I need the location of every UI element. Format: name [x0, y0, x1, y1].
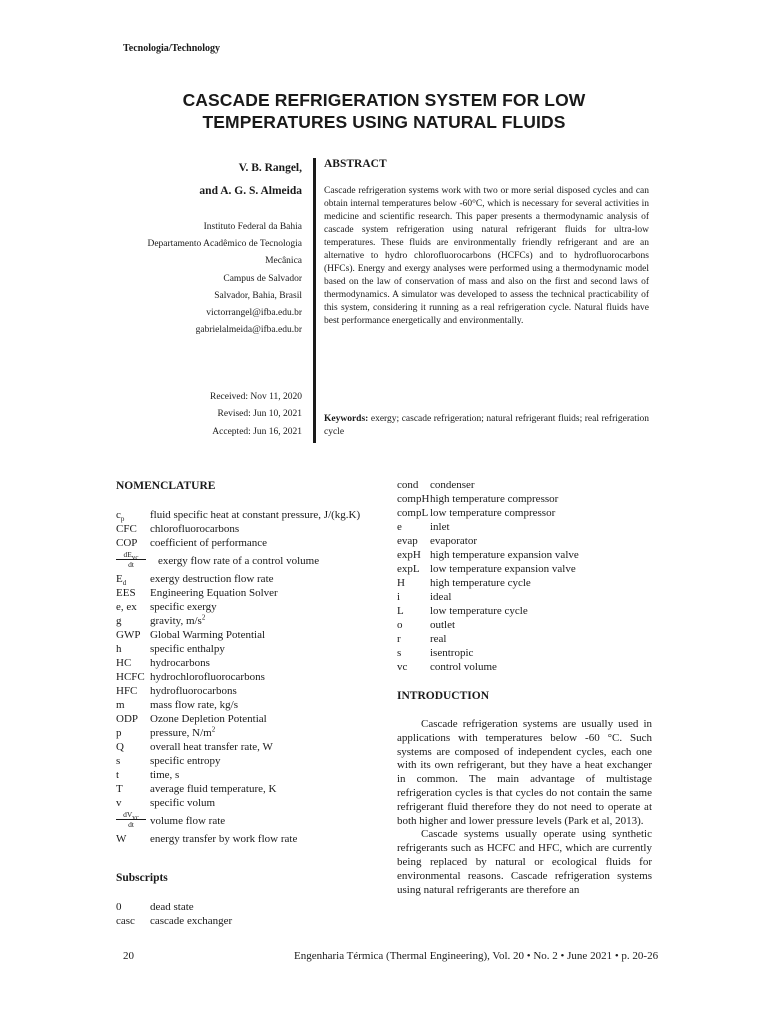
definition: cascade exchanger [150, 915, 233, 927]
definition: hydrochlorofluorocarbons [150, 671, 265, 683]
definition: high temperature expansion valve [430, 549, 579, 561]
subscript-row [116, 914, 386, 928]
symbol: v [116, 797, 122, 809]
keywords-text: exergy; cascade refrigeration; natural refrigerant fluids; real refrigeration cycle [324, 414, 649, 437]
definition-superscript: 2 [201, 613, 206, 622]
symbol: expH [397, 549, 421, 561]
definition: specific volum [150, 797, 216, 809]
symbol: H [397, 577, 405, 589]
symbol: CFC [116, 523, 137, 535]
page-number: 20 [123, 950, 134, 962]
subscript-row [397, 478, 657, 492]
affiliation-institution: Instituto Federal da Bahia [203, 222, 302, 232]
subscript-row [397, 660, 657, 674]
nomenclature-row [116, 550, 386, 572]
symbol: o [397, 619, 403, 631]
definition: Global Warming Potential [150, 629, 266, 641]
symbol: 0 [116, 901, 122, 913]
symbol: e, ex [116, 601, 137, 613]
definition: real [430, 633, 447, 645]
abstract-heading: ABSTRACT [324, 158, 387, 170]
definition: chlorofluorocarbons [150, 523, 240, 535]
symbol: Q [116, 741, 124, 753]
fraction-numerator: $dE_{vc}$ [116, 550, 146, 560]
nomenclature-row [116, 832, 386, 846]
symbol: HFC [116, 685, 138, 697]
definition: coefficient of performance [150, 537, 268, 549]
subscript-row [397, 506, 657, 520]
subscript-row [397, 576, 657, 590]
symbol: vc [397, 661, 408, 673]
nomenclature-list [116, 508, 386, 846]
nomenclature-row [116, 628, 386, 642]
definition: low temperature expansion valve [430, 563, 576, 575]
subscript-row [397, 520, 657, 534]
nomenclature-row [116, 670, 386, 684]
nomenclature-row [116, 572, 386, 586]
symbol: s [397, 647, 402, 659]
nomenclature-row [116, 684, 386, 698]
subscript-row [397, 562, 657, 576]
nomenclature-row [116, 810, 386, 832]
subscript-row [397, 590, 657, 604]
nomenclature-row [116, 796, 386, 810]
symbol: $E_d$ [116, 573, 127, 588]
subscript-row [397, 492, 657, 506]
definition: fluid specific heat at constant pressure, J/(kg.K) [150, 509, 361, 521]
definition: condenser [430, 479, 475, 491]
nomenclature-row [116, 600, 386, 614]
nomenclature-row [116, 586, 386, 600]
paper-title-line2: TEMPERATURES USING NATURAL FLUIDS [202, 112, 566, 132]
symbol: s [116, 755, 121, 767]
symbol: W [116, 833, 127, 845]
definition: Engineering Equation Solver [150, 587, 278, 599]
nomenclature-row [116, 656, 386, 670]
subscripts-list-left [116, 900, 386, 928]
symbol: r [397, 633, 401, 645]
introduction-heading: INTRODUCTION [397, 690, 490, 702]
definition: low temperature cycle [430, 605, 528, 617]
nomenclature-row [116, 712, 386, 726]
definition: dead state [150, 901, 194, 913]
definition: control volume [430, 661, 497, 673]
definition-superscript: 2 [211, 725, 216, 734]
numerator-subscript: vc [131, 553, 139, 562]
subscript-row [116, 900, 386, 914]
definition: outlet [430, 619, 456, 631]
symbol: h [116, 643, 122, 655]
affiliation-campus: Campus de Salvador [223, 273, 302, 284]
affiliation [147, 219, 302, 339]
nomenclature-row [116, 782, 386, 796]
subscripts-list-right [397, 478, 657, 674]
abstract-text: Cascade refrigeration systems work with two or more serial disposed cycles and can obtain internal temperatures below -60°C, which is necessary for several activities in medicine and scientific research. This paper presents a thermodynamic analysis of cascade system refrigeration using natural refrigerant fluids for ultra-low temperatures. These fluids are environmentally friendly refrigerant and are an alternative to hydro chlorofluorocarbons (HCFCs) and to hydrofluorocarbons (HFCs). Energy and exergy analyses were performed using a thermodynamic model based on the law of conservation of mass and also on the first and second laws of thermodynamics. A simulator was developed to assess the technical practicability of this system, considering it running as a real refrigeration cycle. Natural fluids have best performance energetically and environmentally. [324, 186, 649, 326]
nomenclature-row [116, 726, 386, 740]
fraction-symbol [116, 810, 146, 829]
fraction-denominator: dt [128, 820, 134, 829]
keywords [324, 413, 649, 439]
symbol: L [397, 605, 404, 617]
symbol: p [116, 727, 122, 739]
definition: overall heat transfer rate, W [150, 741, 273, 753]
paper-title [100, 89, 668, 133]
subscript-row [397, 618, 657, 632]
definition: high temperature cycle [430, 577, 531, 589]
symbol: EES [116, 587, 136, 599]
symbol: HC [116, 657, 132, 669]
numerator-subscript: vc [132, 813, 139, 822]
definition: specific exergy [150, 601, 217, 613]
affiliation-city: Salvador, Bahia, Brasil [214, 290, 302, 301]
subscript-row [397, 534, 657, 548]
symbol: i [397, 591, 401, 603]
fraction-numerator: $dV_{vc}$ [116, 810, 146, 820]
subscript-row [397, 646, 657, 660]
symbol: compH [397, 493, 430, 505]
definition: exergy destruction flow rate [150, 573, 274, 585]
nomenclature-row [116, 614, 386, 628]
symbol: t [116, 769, 120, 781]
symbol: evap [397, 535, 418, 547]
symbol: casc [116, 915, 135, 927]
section-tag: Tecnologia/Technology [123, 43, 221, 54]
fraction-symbol [116, 550, 146, 569]
symbol: compL [397, 507, 429, 519]
definition: specific enthalpy [150, 643, 225, 655]
affiliation-department: Departamento Acadêmico de Tecnologia [147, 239, 302, 250]
nomenclature-row [116, 642, 386, 656]
vertical-divider [313, 158, 316, 443]
authors [199, 157, 302, 203]
author-email-1[interactable]: victorrangel@ifba.edu.br [206, 308, 302, 319]
introduction-paragraph-1: Cascade refrigeration systems are usually used in applications with temperatures below -60 °C. Such systems are composed of independent cycles, each one with its own refrigerant, but they have a heat exchanger in common. The main advantage of multistage refrigeration cycles is that cycles do not contain the same refrigerant fluid therefore they do not need to operate at both higher and lower pressure levels (Park et al, 2013). [397, 718, 652, 827]
definition: hydrofluorocarbons [150, 685, 237, 697]
introduction-body [397, 718, 652, 897]
nomenclature-row [116, 698, 386, 712]
definition: energy transfer by work flow rate [150, 833, 298, 845]
symbol: GWP [116, 629, 141, 641]
definition: exergy flow rate of a control volume [158, 555, 320, 567]
symbol: HCFC [116, 671, 145, 683]
definition: inlet [430, 521, 450, 533]
symbol: COP [116, 537, 138, 549]
author-line2: and A. G. S. Almeida [199, 185, 302, 197]
nomenclature-row [116, 522, 386, 536]
fraction-denominator: dt [128, 560, 134, 569]
definition: pressure, $N/m^2$ [150, 725, 216, 739]
journal-reference: Engenharia Térmica (Thermal Engineering), Vol. 20 • No. 2 • June 2021 • p. 20-26 [294, 950, 659, 962]
nomenclature-row [116, 768, 386, 782]
subscripts-heading: Subscripts [116, 872, 168, 884]
symbol: cond [397, 479, 419, 491]
nomenclature-row [116, 536, 386, 550]
definition: ideal [430, 591, 452, 603]
definition: gravity, $m/s^2$ [150, 613, 206, 627]
subscript-row [397, 604, 657, 618]
author-line1: V. B. Rangel, [238, 162, 302, 174]
definition: specific entropy [150, 755, 221, 767]
symbol: g [116, 615, 122, 627]
symbol: ODP [116, 713, 139, 725]
definition: time, s [150, 769, 180, 781]
date-received: Received: Nov 11, 2020 [210, 392, 302, 402]
nomenclature-row [116, 508, 386, 522]
subscript-row [397, 548, 657, 562]
definition: isentropic [430, 647, 474, 659]
affiliation-department-cont: Mecânica [265, 256, 302, 267]
date-accepted: Accepted: Jun 16, 2021 [212, 426, 302, 437]
symbol: e [397, 521, 402, 533]
definition: high temperature compressor [430, 493, 559, 505]
definition: average fluid temperature, K [150, 783, 277, 795]
nomenclature-row [116, 754, 386, 768]
symbol-subscript: p [120, 515, 125, 524]
symbol: T [116, 783, 123, 795]
symbol-subscript: d [122, 579, 127, 588]
definition: evaporator [430, 535, 478, 547]
definition: mass flow rate, kg/s [150, 699, 238, 711]
symbol: expL [397, 563, 420, 575]
definition: Ozone Depletion Potential [150, 713, 267, 725]
nomenclature-row [116, 740, 386, 754]
symbol: m [116, 699, 125, 711]
definition: volume flow rate [150, 815, 226, 827]
nomenclature-heading: NOMENCLATURE [116, 480, 216, 492]
definition: low temperature compressor [430, 507, 556, 519]
definition: hydrocarbons [150, 657, 210, 669]
symbol: $c_p$ [116, 509, 125, 524]
introduction-paragraph-2: Cascade systems usually operate using synthetic refrigerants such as HCFC and HFC, which are currently being replaced by natural or ecological fluids for environmental reasons. Cascade refrigeration systems using natural refrigerants are therefore an [397, 828, 652, 896]
author-email-2[interactable]: gabrielalmeida@ifba.edu.br [195, 325, 302, 336]
paper-title-line1: CASCADE REFRIGERATION SYSTEM FOR LOW [182, 90, 586, 110]
date-revised: Revised: Jun 10, 2021 [217, 409, 302, 420]
subscript-row [397, 632, 657, 646]
submission-dates [210, 389, 302, 441]
keywords-label: Keywords: [324, 414, 369, 424]
